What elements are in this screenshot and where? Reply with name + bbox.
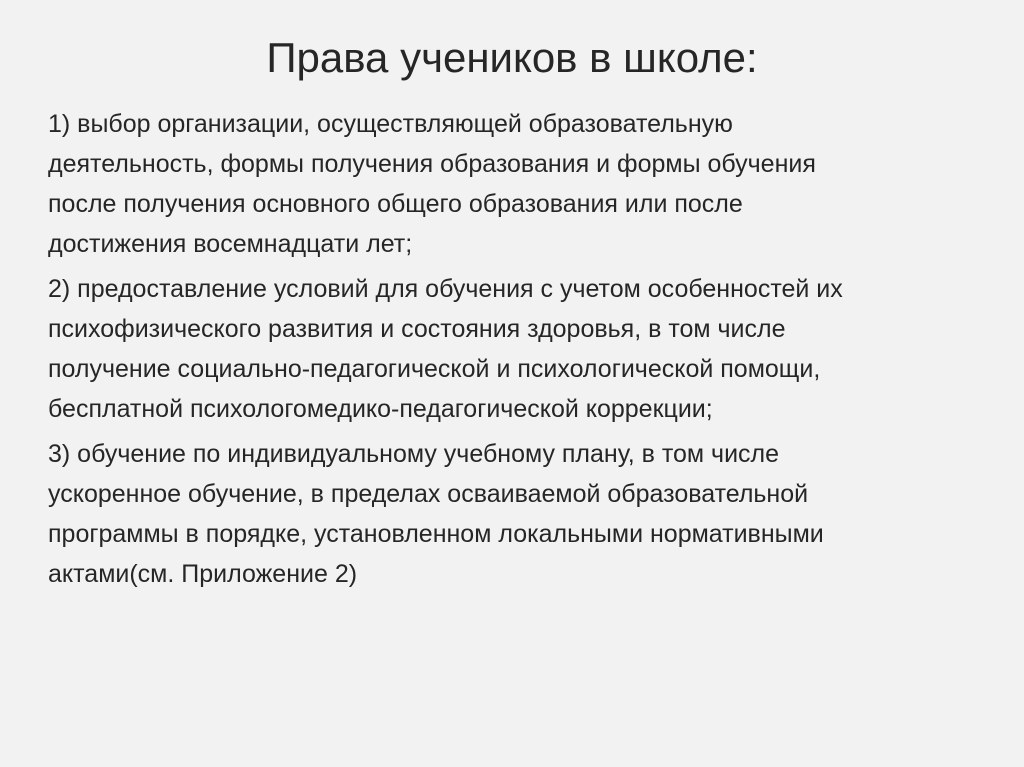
slide-body xyxy=(48,104,978,599)
rights-item-1: 1) выбор организации, осуществляющей образовательную деятельность, формы получения образования и формы обучения после получения основного общего образования или после достижения восемнадцати лет; xyxy=(48,110,816,258)
slide-title: Права учеников в школе: xyxy=(266,34,758,81)
rights-item-2: 2) предоставление условий для обучения с учетом особенностей их психофизического развития и состояния здоровья, в том числе получение социально-педагогической и психологической помощи, бесплатной психологомедико-педагогической коррекции; xyxy=(48,275,843,423)
rights-item-3: 3) обучение по индивидуальному учебному плану, в том числе ускоренное обучение, в пределах осваиваемой образовательной программы в порядке, установленном локальными нормативными актами(см. Приложение 2) xyxy=(48,440,824,588)
